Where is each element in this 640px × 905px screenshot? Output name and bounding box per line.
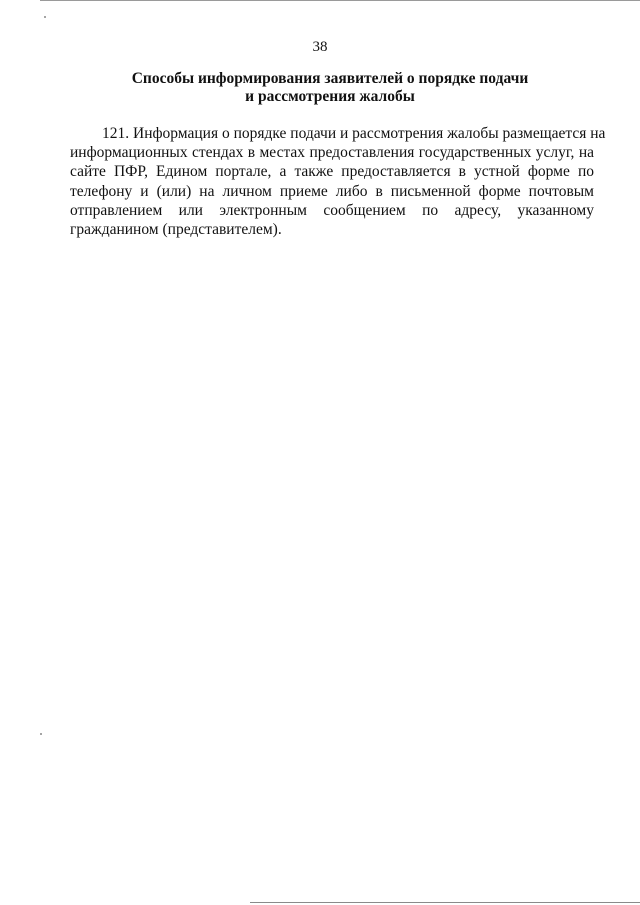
- paragraph-line: гражданином (представителем).: [70, 221, 282, 239]
- page-number: 38: [312, 39, 328, 55]
- scan-speck: [44, 16, 46, 18]
- paragraph-121: [70, 124, 606, 239]
- paragraph-line: информационных стендах в местах предоставления государственных услуг, на: [70, 144, 594, 162]
- scan-edge-bottom: [250, 902, 640, 903]
- scan-edge-top: [40, 0, 640, 1]
- scan-speck: [40, 733, 42, 735]
- section-heading-line: и рассмотрения жалобы: [245, 88, 415, 105]
- paragraph-line: телефону и (или) на личном приеме либо в письменной форме почтовым: [70, 182, 594, 200]
- paragraph-line: 121. Информация о порядке подачи и рассмотрения жалобы размещается на: [102, 125, 606, 142]
- section-heading: [90, 70, 570, 106]
- section-heading-line: Способы информирования заявителей о порядке подачи: [131, 70, 529, 87]
- paragraph-line: отправлением или электронным сообщением по адресу, указанному: [70, 201, 594, 219]
- paragraph-line: сайте ПФР, Едином портале, а также предоставляется в устной форме по: [70, 163, 594, 181]
